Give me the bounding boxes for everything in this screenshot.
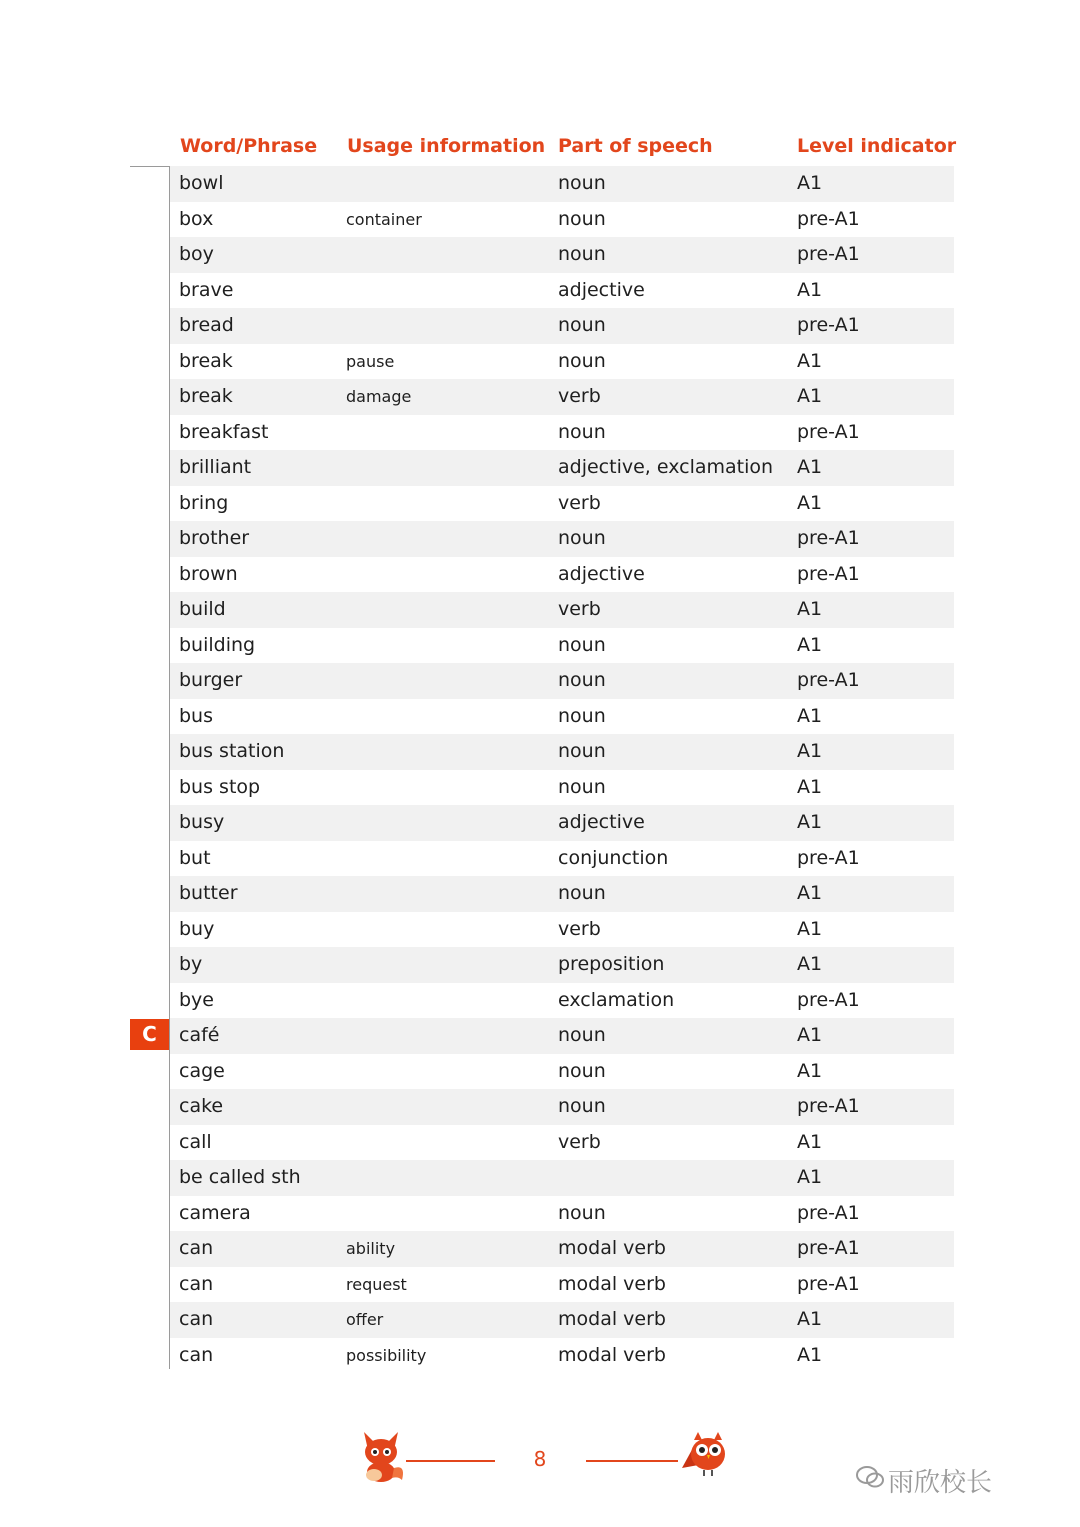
cell-level: A1 — [797, 1059, 823, 1082]
cell-level: A1 — [797, 1343, 823, 1366]
cell-part-of-speech: adjective — [558, 811, 645, 833]
section-letter-tab: C — [130, 1019, 169, 1050]
cell-part-of-speech: noun — [558, 172, 606, 194]
cell-part-of-speech: adjective — [558, 278, 645, 301]
cell-word: bye — [179, 988, 214, 1011]
cell-level: pre-A1 — [797, 1272, 860, 1295]
cell-word: box — [179, 207, 214, 230]
cell-level: A1 — [797, 456, 823, 478]
cell-usage: damage — [346, 387, 412, 406]
cell-part-of-speech: noun — [558, 669, 606, 691]
cell-part-of-speech: adjective, exclamation — [558, 456, 774, 478]
table-row — [170, 805, 954, 841]
cell-level: A1 — [797, 1024, 823, 1046]
table-row — [170, 592, 954, 628]
cell-word: bring — [179, 491, 229, 514]
table-row — [170, 308, 954, 344]
cell-word: cage — [179, 1059, 225, 1082]
cell-level: pre-A1 — [797, 527, 860, 549]
table-row — [170, 912, 954, 948]
cell-level: A1 — [797, 740, 823, 762]
table-row — [170, 1338, 954, 1374]
cell-part-of-speech: noun — [558, 1201, 606, 1224]
table-row — [170, 1054, 954, 1090]
cell-part-of-speech: verb — [558, 1130, 601, 1153]
table-row — [170, 379, 954, 415]
cell-part-of-speech: conjunction — [558, 846, 669, 869]
cell-part-of-speech: noun — [558, 882, 606, 904]
cell-level: A1 — [797, 953, 823, 975]
cell-level: pre-A1 — [797, 207, 860, 230]
table-row — [170, 1018, 954, 1054]
cell-level: pre-A1 — [797, 243, 860, 265]
cell-level: pre-A1 — [797, 314, 860, 336]
cell-level: pre-A1 — [797, 988, 860, 1011]
table-row — [170, 1267, 954, 1303]
cell-part-of-speech: noun — [558, 633, 606, 656]
cell-word: can — [179, 1272, 214, 1295]
cell-part-of-speech: noun — [558, 775, 606, 798]
cell-part-of-speech: modal verb — [558, 1308, 666, 1330]
header-usage: Usage information — [347, 135, 546, 157]
cell-part-of-speech: preposition — [558, 953, 665, 975]
cell-usage: possibility — [346, 1345, 427, 1365]
cell-level: A1 — [797, 491, 823, 514]
table-row — [170, 699, 954, 735]
cell-word: bus stop — [179, 775, 261, 798]
owl-icon — [674, 1428, 730, 1480]
cell-level: pre-A1 — [797, 669, 860, 691]
cell-word: boy — [179, 243, 214, 265]
cell-part-of-speech: exclamation — [558, 988, 675, 1011]
cell-word: can — [179, 1343, 214, 1366]
cell-word: can — [179, 1237, 214, 1259]
cell-level: A1 — [797, 704, 823, 727]
table-row — [170, 166, 954, 202]
vocabulary-table — [170, 166, 954, 1373]
cell-part-of-speech: verb — [558, 491, 601, 514]
cell-level: A1 — [797, 633, 823, 656]
cell-part-of-speech: noun — [558, 349, 606, 372]
cell-level: A1 — [797, 917, 823, 940]
table-row — [170, 344, 954, 380]
table-row — [170, 415, 954, 451]
cell-word: burger — [179, 669, 243, 691]
table-row — [170, 947, 954, 983]
fox-icon — [358, 1428, 408, 1484]
cell-word: cake — [179, 1095, 224, 1117]
cell-word: brown — [179, 562, 238, 585]
table-row — [170, 1231, 954, 1267]
cell-level: A1 — [797, 172, 823, 194]
cell-usage: ability — [346, 1239, 396, 1258]
cell-part-of-speech: modal verb — [558, 1237, 666, 1259]
cell-part-of-speech: verb — [558, 598, 601, 620]
table-header — [0, 130, 1080, 166]
cell-word: brother — [179, 527, 250, 549]
cell-word: bread — [179, 314, 234, 336]
cell-word: bus — [179, 704, 214, 727]
table-row — [170, 1196, 954, 1232]
cell-level: A1 — [797, 882, 823, 904]
cell-level: A1 — [797, 278, 823, 301]
table-row — [170, 1302, 954, 1338]
cell-word: building — [179, 633, 256, 656]
cell-level: A1 — [797, 385, 823, 407]
cell-part-of-speech: verb — [558, 917, 601, 940]
table-row — [170, 486, 954, 522]
cell-word: but — [179, 846, 211, 869]
cell-usage: pause — [346, 351, 395, 371]
cell-level: A1 — [797, 1130, 823, 1153]
cell-usage: container — [346, 209, 422, 229]
cell-word: buy — [179, 917, 215, 940]
table-row — [170, 557, 954, 593]
cell-word: bowl — [179, 172, 224, 194]
cell-word: bus station — [179, 740, 285, 762]
cell-part-of-speech: noun — [558, 420, 606, 443]
watermark-text: 雨欣校长 — [888, 1468, 993, 1498]
header-pos: Part of speech — [558, 135, 713, 157]
cell-level: A1 — [797, 1308, 823, 1330]
cell-word: break — [179, 349, 233, 372]
cell-part-of-speech: adjective — [558, 562, 645, 585]
cell-level: pre-A1 — [797, 1201, 860, 1224]
table-row — [170, 983, 954, 1019]
cell-word: by — [179, 953, 203, 975]
cell-level: pre-A1 — [797, 1237, 860, 1259]
table-row — [170, 450, 954, 486]
table-row — [170, 237, 954, 273]
cell-part-of-speech: noun — [558, 740, 606, 762]
cell-part-of-speech: noun — [558, 1059, 606, 1082]
cell-part-of-speech: noun — [558, 527, 606, 549]
cell-part-of-speech: noun — [558, 207, 606, 230]
header-level: Level indicator — [797, 135, 957, 157]
cell-usage: offer — [346, 1310, 384, 1329]
cell-level: A1 — [797, 1166, 823, 1188]
table-row — [170, 628, 954, 664]
cell-word: brilliant — [179, 456, 252, 478]
cell-part-of-speech: noun — [558, 1024, 606, 1046]
table-row — [170, 876, 954, 912]
table-row — [170, 273, 954, 309]
cell-level: pre-A1 — [797, 846, 860, 869]
wechat-icon — [855, 1464, 885, 1490]
cell-level: A1 — [797, 775, 823, 798]
cell-part-of-speech: noun — [558, 243, 606, 265]
footer-line-right — [586, 1460, 678, 1462]
cell-word: butter — [179, 882, 238, 904]
cell-word: call — [179, 1130, 212, 1153]
cell-usage: request — [346, 1274, 407, 1294]
page-number: 8 — [533, 1447, 547, 1471]
cell-level: pre-A1 — [797, 420, 860, 443]
cell-part-of-speech: noun — [558, 314, 606, 336]
table-row — [170, 841, 954, 877]
table-row — [170, 1160, 954, 1196]
cell-word: can — [179, 1308, 214, 1330]
table-row — [170, 202, 954, 238]
table-row — [170, 734, 954, 770]
cell-part-of-speech: modal verb — [558, 1343, 666, 1366]
table-row — [170, 663, 954, 699]
page-footer — [0, 1420, 1080, 1510]
cell-word: break — [179, 385, 233, 407]
cell-part-of-speech: modal verb — [558, 1272, 666, 1295]
cell-level: A1 — [797, 598, 823, 620]
cell-word: café — [179, 1024, 220, 1046]
table-row — [170, 770, 954, 806]
cell-word: breakfast — [179, 420, 269, 443]
header-word: Word/Phrase — [180, 135, 318, 157]
table-row — [170, 521, 954, 557]
cell-word: be called sth — [179, 1166, 301, 1188]
table-row — [170, 1089, 954, 1125]
cell-level: pre-A1 — [797, 1095, 860, 1117]
table-row — [170, 1125, 954, 1161]
cell-level: pre-A1 — [797, 562, 860, 585]
cell-word: build — [179, 598, 226, 620]
cell-part-of-speech: verb — [558, 385, 601, 407]
cell-word: camera — [179, 1201, 251, 1224]
cell-level: A1 — [797, 811, 823, 833]
cell-word: brave — [179, 278, 234, 301]
cell-part-of-speech: noun — [558, 1095, 606, 1117]
cell-word: busy — [179, 811, 225, 833]
footer-line-left — [406, 1460, 495, 1462]
cell-part-of-speech: noun — [558, 704, 606, 727]
cell-level: A1 — [797, 349, 823, 372]
